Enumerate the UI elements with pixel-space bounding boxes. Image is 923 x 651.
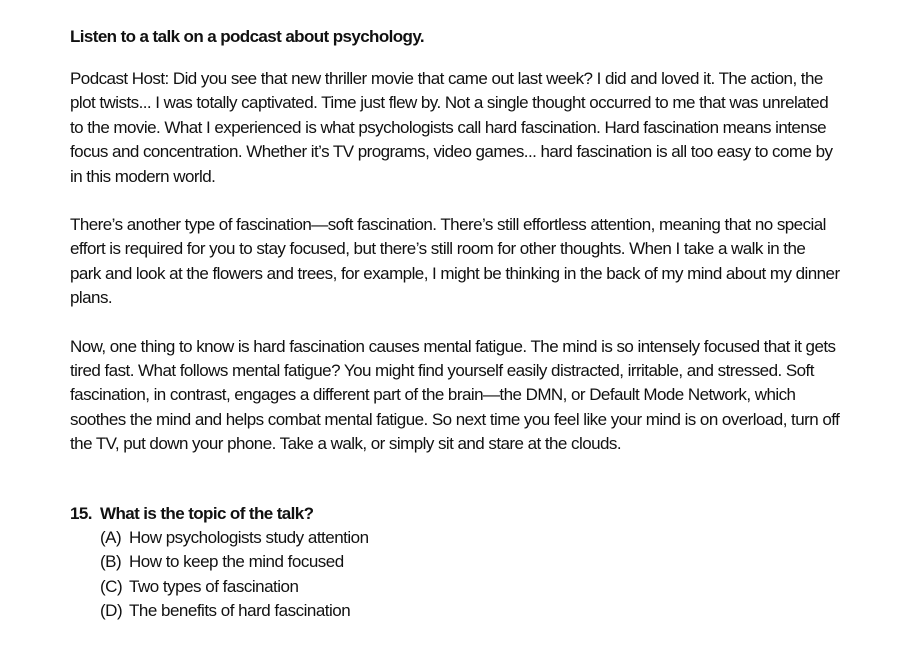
option-text: How to keep the mind focused [129, 552, 344, 572]
transcript-paragraph-3: Now, one thing to know is hard fascination causes mental fatigue. The mind is so intensely focused that it gets tired fast. What follows mental fatigue? You might find yourself easily distracted, irritable, and stressed. Soft fascination, in contrast, engages a different part of the brain—the DMN, or Default Mode Network, which soothes the mind and helps combat mental fatigue. So next time you feel like your mind is on overload, turn off the TV, put down your phone. Take a walk, or simply sit and stare at the clouds. [70, 336, 840, 454]
option-letter: (A) [100, 527, 122, 547]
option-text: The benefits of hard fascination [129, 600, 351, 620]
option-text: How psychologists study attention [129, 527, 369, 547]
answer-options [100, 526, 840, 624]
question-number: 15. [70, 503, 92, 523]
option-letter: (C) [100, 576, 123, 596]
question-stem [70, 501, 840, 526]
answer-option-c[interactable] [100, 575, 840, 599]
option-letter: (D) [100, 600, 123, 620]
option-letter: (B) [100, 552, 122, 572]
answer-option-b[interactable] [100, 550, 840, 574]
answer-option-d[interactable] [100, 599, 840, 623]
option-text: Two types of fascination [129, 576, 299, 596]
question-text: What is the topic of the talk? [100, 503, 314, 523]
question-block [70, 501, 840, 624]
transcript-paragraph-1: Podcast Host: Did you see that new thriller movie that came out last week? I did and loved it. The action, the plot twists... I was totally captivated. Time just flew by. Not a single thought occurred to me that was unrelated to the movie. What I experienced is what psychologists call hard fascination. Hard fascination means intense focus and concentration. Whether it’s TV programs, video games... hard fascination is all too easy to come by in this modern world. [70, 69, 833, 186]
transcript-paragraph-2: There’s another type of fascination—soft fascination. There’s still effortless attention, meaning that no special effort is required for you to stay focused, but there’s still room for other thoughts. When I take a walk in the park and look at the flowers and trees, for example, I might be thinking in the back of my mind about my dinner plans. [70, 215, 840, 308]
listening-passage-page [70, 24, 840, 623]
instruction-heading: Listen to a talk on a podcast about psychology. [70, 27, 425, 46]
answer-option-a[interactable] [100, 526, 840, 550]
